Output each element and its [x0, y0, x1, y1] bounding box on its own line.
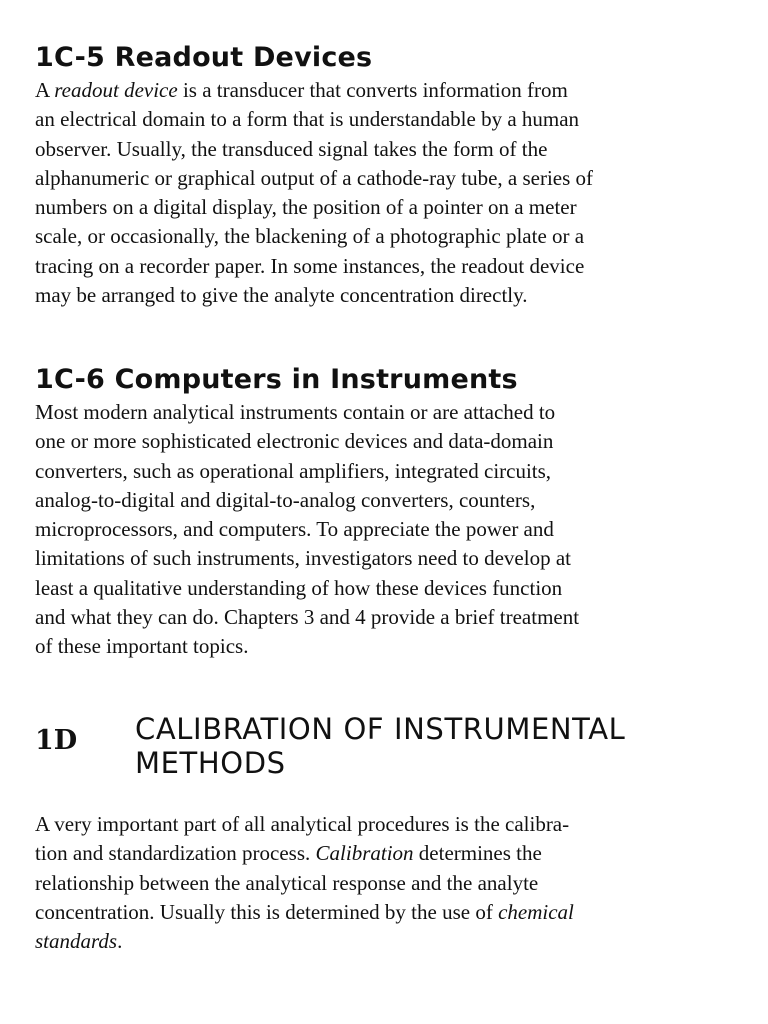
section-calibration — [35, 712, 725, 956]
italic-term: chemical — [498, 899, 574, 924]
text-line: an electrical domain to a form that is understandable by a human — [35, 107, 580, 132]
text-line: converters, such as operational amplifiers, integrated circuits, — [35, 458, 552, 483]
text-line — [35, 76, 725, 105]
text-line: relationship between the analytical response and the analyte — [35, 870, 539, 895]
text-run: determines the — [413, 841, 542, 866]
section-heading: 1C-6 Computers in Instruments — [35, 364, 518, 395]
section-title-line: CALIBRATION OF INSTRUMENTAL — [135, 712, 626, 746]
text-line: one or more sophisticated electronic devices and data-domain — [35, 429, 554, 454]
text-line: analog-to-digital and digital-to-analog converters, counters, — [35, 487, 536, 512]
text-line: least a qualitative understanding of how these devices function — [35, 575, 563, 600]
text-line: limitations of such instruments, investigators need to develop at — [35, 546, 571, 571]
text-run: concentration. Usually this is determined by the use of — [35, 899, 499, 924]
text-line: Most modern analytical instruments contain or are attached to — [35, 400, 556, 424]
text-run: is a transducer that converts information from — [177, 78, 568, 102]
text-line — [35, 927, 725, 956]
text-line — [35, 839, 725, 868]
section-computers-in-instruments — [35, 364, 725, 662]
text-run: tion and standardization process. — [35, 841, 316, 866]
text-line: alphanumeric or graphical output of a cathode-ray tube, a series of — [35, 165, 594, 190]
text-run: . — [117, 929, 123, 954]
section-title — [135, 712, 625, 780]
text-line: of these important topics. — [35, 634, 249, 659]
paragraph — [35, 810, 725, 956]
paragraph — [35, 76, 725, 310]
text-line — [35, 898, 725, 927]
text-line: observer. Usually, the transduced signal takes the form of the — [35, 136, 548, 161]
text-line: scale, or occasionally, the blackening of a photographic plate or a — [35, 224, 585, 249]
text-line: tracing on a recorder paper. In some instances, the readout device — [35, 253, 585, 278]
text-line: microprocessors, and computers. To appreciate the power and — [35, 517, 554, 542]
italic-term: Calibration — [315, 841, 414, 866]
italic-term: standards — [35, 929, 118, 954]
text-line: may be arranged to give the analyte concentration directly. — [35, 283, 528, 308]
italic-term: readout device — [54, 78, 178, 102]
section-number: 1D — [35, 725, 78, 756]
text-run: A — [35, 78, 55, 102]
text-line: and what they can do. Chapters 3 and 4 provide a brief treatment — [35, 605, 580, 630]
text-line: A very important part of all analytical procedures is the calibra- — [35, 812, 570, 836]
chapter-section-heading — [35, 712, 725, 780]
section-title-line: METHODS — [135, 746, 286, 780]
paragraph — [35, 398, 725, 662]
section-heading: 1C-5 Readout Devices — [35, 42, 373, 73]
section-readout-devices — [35, 42, 725, 310]
text-line: numbers on a digital display, the position of a pointer on a meter — [35, 195, 577, 220]
